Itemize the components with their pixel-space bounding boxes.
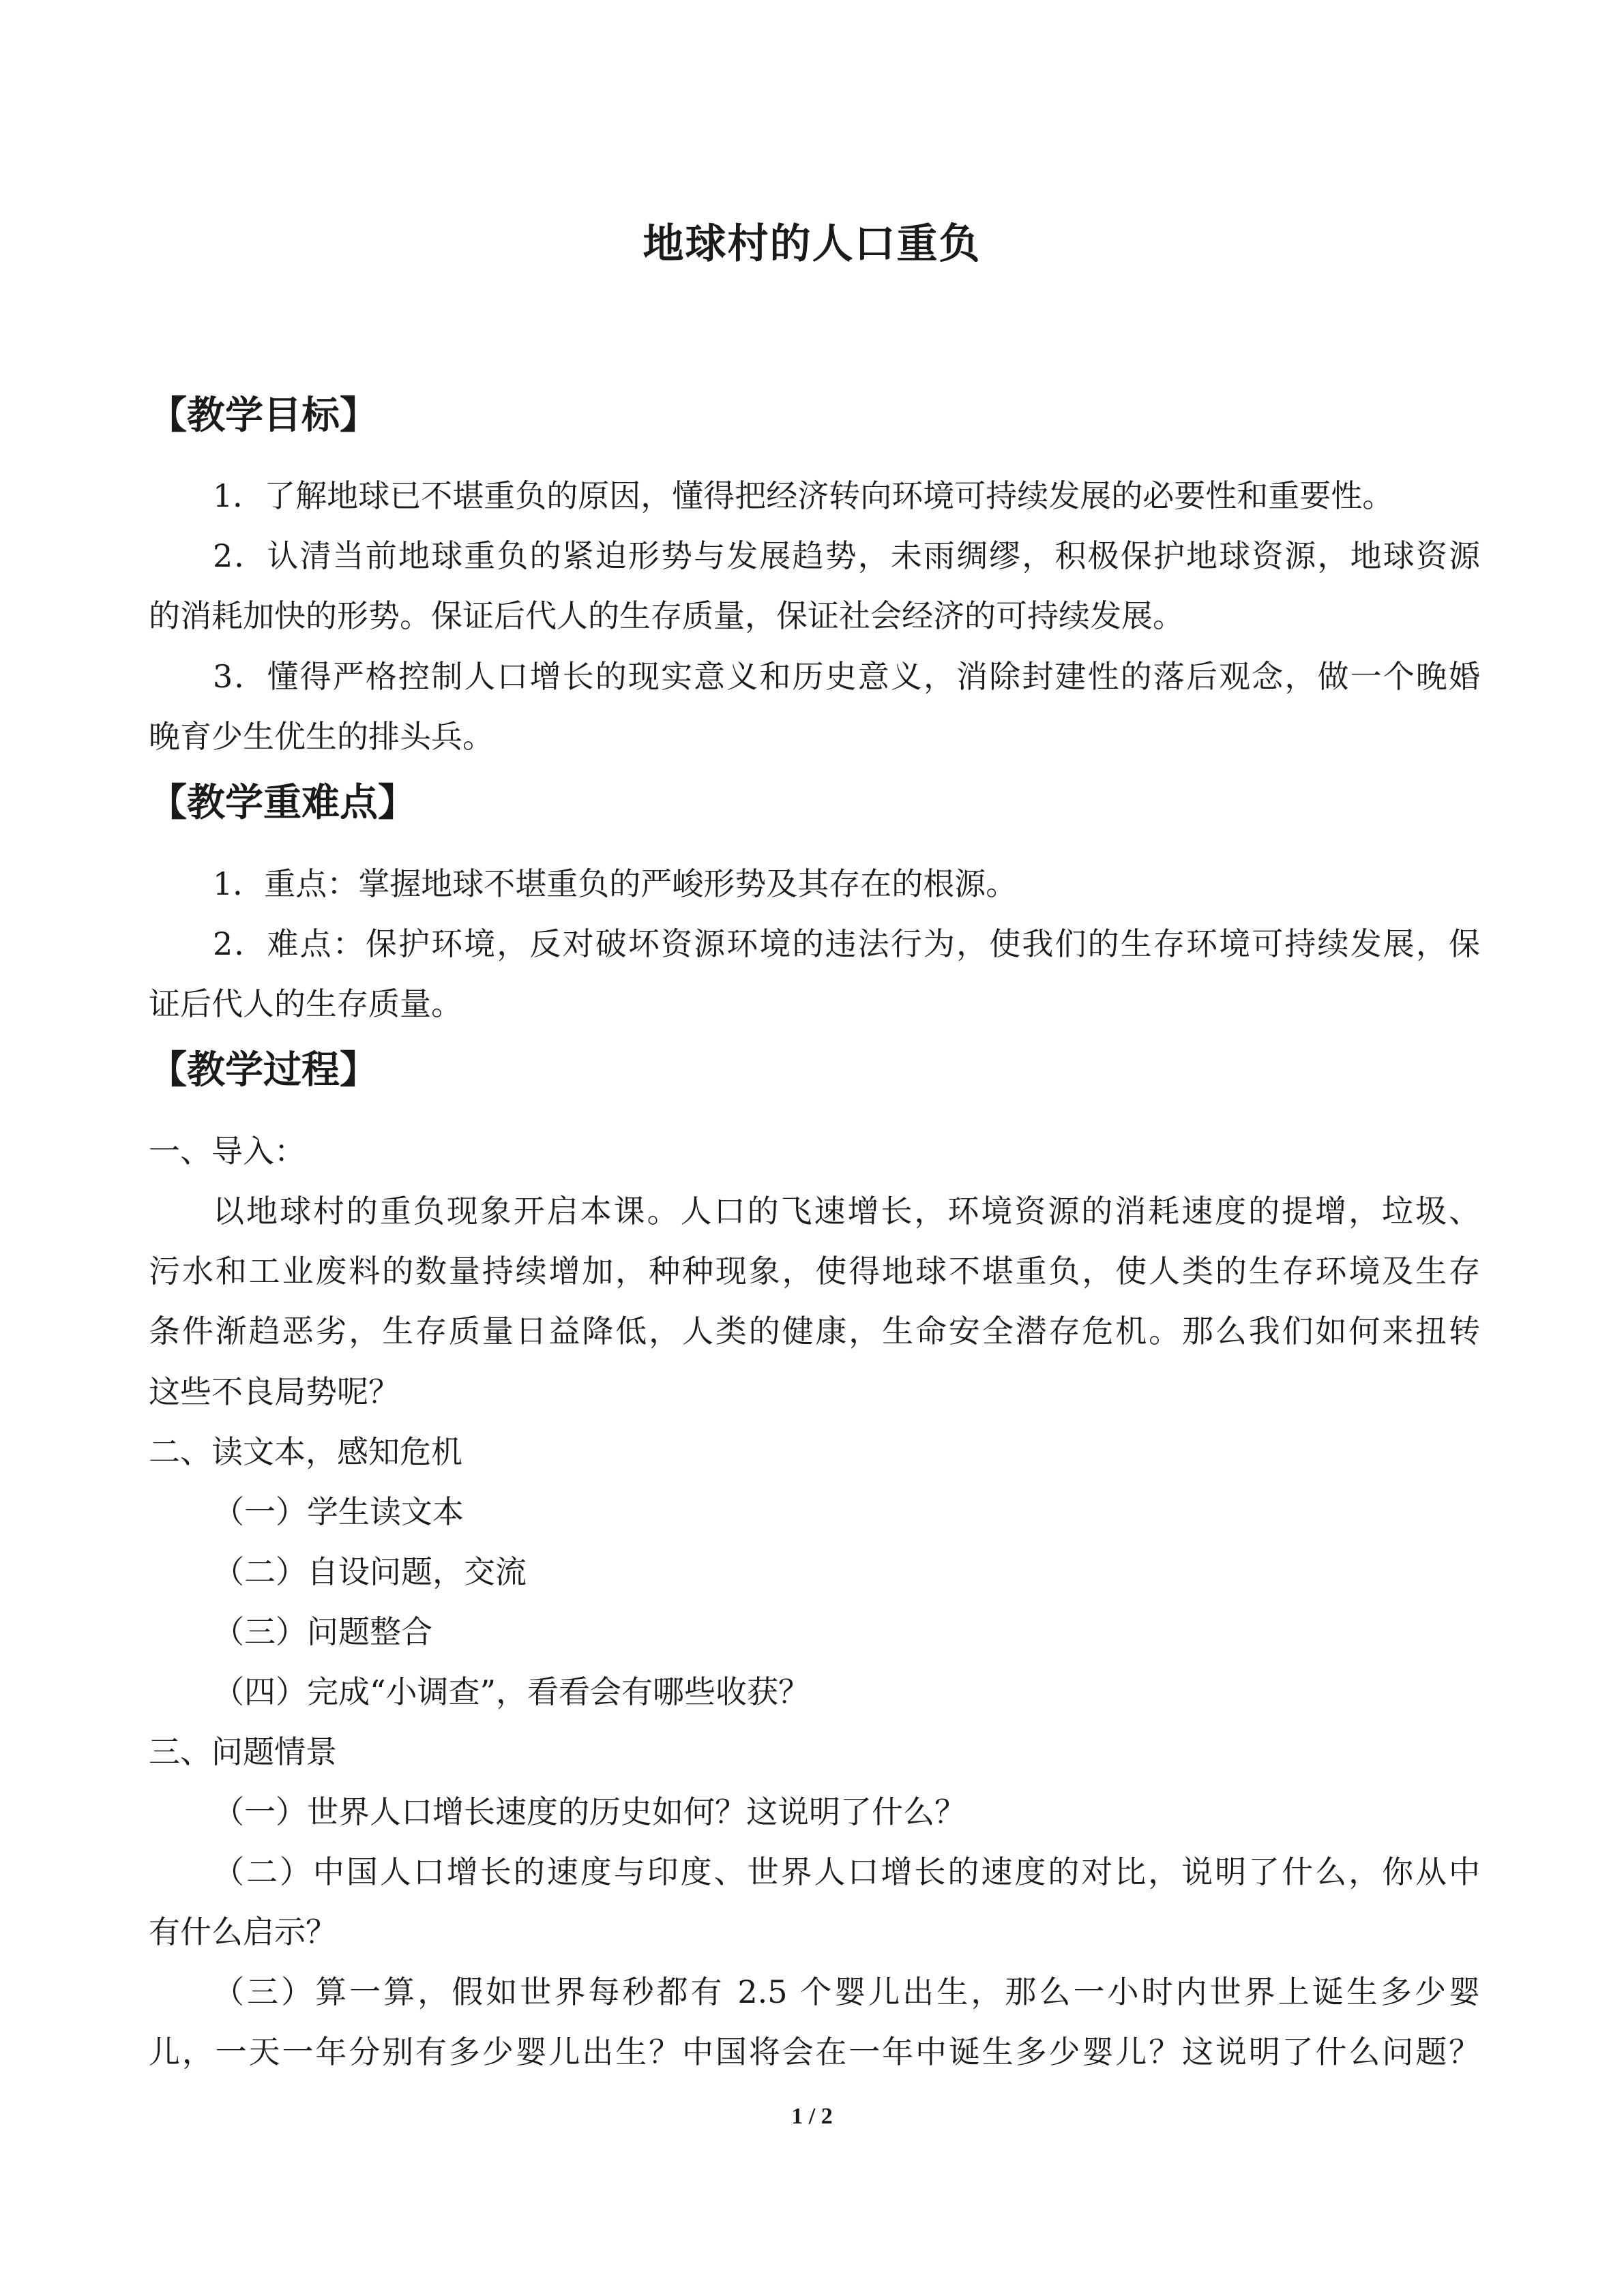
process-line: （二）中国人口增长的速度与印度、世界人口增长的速度的对比，说明了什么，你从中	[213, 1853, 1480, 1890]
objectives-heading: 【教学目标】	[149, 393, 378, 438]
process-line: 这些不良局势呢？	[149, 1373, 400, 1410]
process-line: （三）问题整合	[213, 1613, 432, 1650]
process-line: （一）世界人口增长速度的历史如何？这说明了什么？	[213, 1793, 966, 1830]
key-points-line: 证后代人的生存质量。	[149, 985, 462, 1022]
process-line: （三）算一算，假如世界每秒都有 2.5 个婴儿出生，那么一小时内世界上诞生多少婴	[213, 1973, 1480, 2010]
process-line: 污水和工业废料的数量持续增加，种种现象，使得地球不堪重负，使人类的生存环境及生存	[149, 1253, 1480, 1289]
process-line: （一）学生读文本	[213, 1493, 464, 1530]
process-line: 条件渐趋恶劣，生存质量日益降低，人类的健康，生命安全潜存危机。那么我们如何来扭转	[149, 1313, 1480, 1350]
key-points-heading: 【教学重难点】	[149, 781, 416, 825]
process-line: 一、导入：	[149, 1133, 306, 1169]
objectives-line: 晚育少生优生的排头兵。	[149, 718, 494, 755]
key-points-line: 1．重点：掌握地球不堪重负的严峻形势及其存在的根源。	[213, 865, 1018, 902]
process-line: （二）自设问题，交流	[213, 1553, 527, 1590]
objectives-line: 1．了解地球已不堪重负的原因，懂得把经济转向环境可持续发展的必要性和重要性。	[213, 477, 1394, 514]
process-heading: 【教学过程】	[149, 1048, 378, 1092]
objectives-line: 的消耗加快的形势。保证后代人的生存质量，保证社会经济的可持续发展。	[149, 597, 1184, 634]
process-line: 二、读文本，感知危机	[149, 1433, 462, 1470]
process-line: 以地球村的重负现象开启本课。人口的飞速增长，环境资源的消耗速度的提增，垃圾、	[213, 1193, 1480, 1229]
document-title: 地球村的人口重负	[643, 220, 981, 268]
page-number: 1 / 2	[791, 2104, 833, 2129]
objectives-line: 3．懂得严格控制人口增长的现实意义和历史意义，消除封建性的落后观念，做一个晚婚	[213, 658, 1480, 695]
objectives-line: 2．认清当前地球重负的紧迫形势与发展趋势，未雨绸缪，积极保护地球资源，地球资源	[213, 537, 1480, 574]
process-line: 儿，一天一年分别有多少婴儿出生？中国将会在一年中诞生多少婴儿？这说明了什么问题？	[149, 2033, 1480, 2070]
key-points-line: 2．难点：保护环境，反对破坏资源环境的违法行为，使我们的生存环境可持续发展，保	[213, 925, 1480, 962]
process-line: 三、问题情景	[149, 1733, 337, 1770]
process-line: 有什么启示？	[149, 1913, 337, 1950]
process-line: （四）完成“小调查”，看看会有哪些收获？	[213, 1673, 810, 1710]
